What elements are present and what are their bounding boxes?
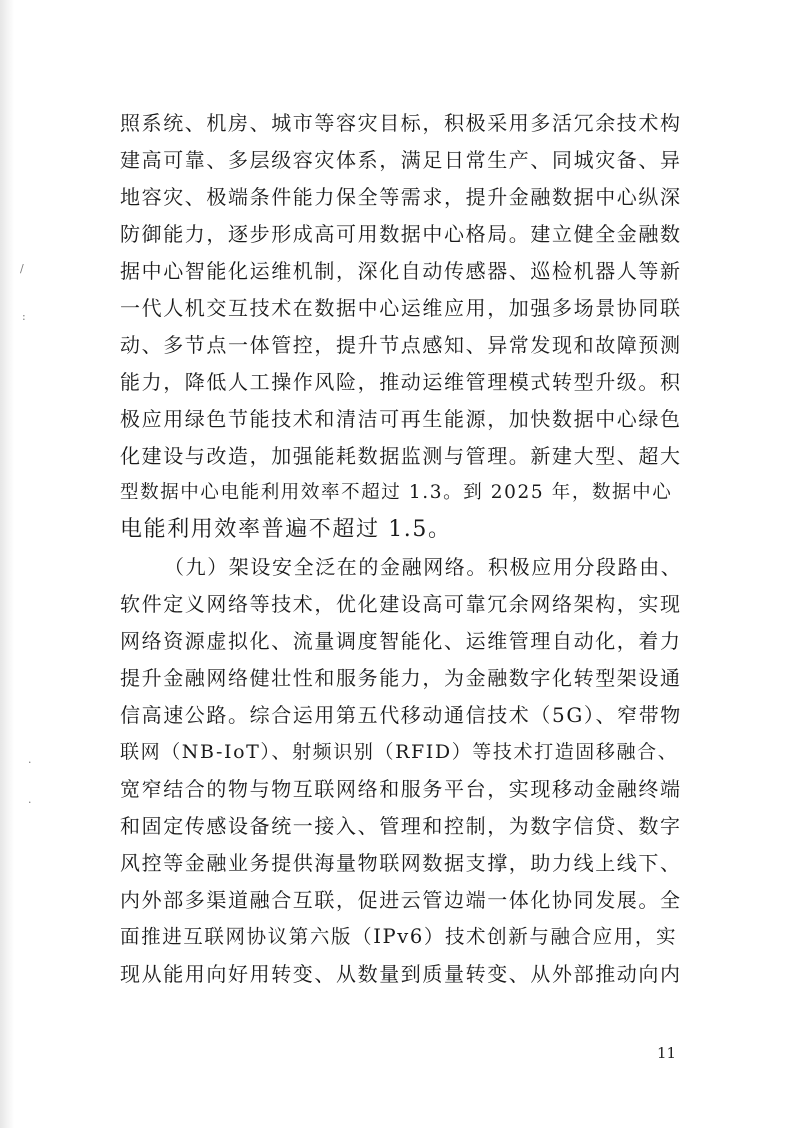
scan-mark: : bbox=[22, 310, 26, 323]
text-line: 网络资源虚拟化、流量调度智能化、运维管理自动化，着力 bbox=[120, 629, 682, 653]
text-line: 提升金融网络健壮性和服务能力，为金融数字化转型架设通 bbox=[120, 666, 682, 690]
text-line: 极应用绿色节能技术和清洁可再生能源，加快数据中心绿色 bbox=[120, 407, 682, 431]
text-line: 化建设与改造，加强能耗数据监测与管理。新建大型、超大 bbox=[120, 444, 682, 468]
text-line: 一代人机交互技术在数据中心运维应用，加强多场景协同联 bbox=[120, 296, 682, 320]
page-edge-shadow bbox=[0, 0, 14, 1128]
text-line: 地容灾、极端条件能力保全等需求，提升金融数据中心纵深 bbox=[120, 185, 682, 209]
text-line: 内外部多渠道融合互联，促进云管边端一体化协同发展。全 bbox=[120, 888, 682, 912]
text-line: 防御能力，逐步形成高可用数据中心格局。建立健全金融数 bbox=[120, 222, 682, 246]
scan-mark: · bbox=[28, 756, 32, 769]
text-line: 建高可靠、多层级容灾体系，满足日常生产、同城灾备、异 bbox=[120, 148, 682, 172]
text-line: 现从能用向好用转变、从数量到质量转变、从外部推动向内 bbox=[120, 962, 682, 986]
scan-mark: / bbox=[20, 262, 24, 275]
text-line: 信高速公路。综合运用第五代移动通信技术（5G）、窄带物 bbox=[120, 703, 682, 727]
scan-mark: · bbox=[28, 796, 32, 809]
text-line: 能力，降低人工操作风险，推动运维管理模式转型升级。积 bbox=[120, 370, 682, 394]
text-line: 电能利用效率普遍不超过 1.5。 bbox=[120, 517, 452, 542]
text-line: 和固定传感设备统一接入、管理和控制，为数字信贷、数字 bbox=[120, 814, 682, 838]
section-heading-line: （九）架设安全泛在的金融网络。积极应用分段路由、 bbox=[164, 555, 683, 579]
text-line: 宽窄结合的物与物互联网络和服务平台，实现移动金融终端 bbox=[120, 777, 682, 801]
text-line: 型数据中心电能利用效率不超过 1.3。到 2025 年，数据中心 bbox=[120, 482, 673, 503]
page-number: 11 bbox=[657, 1044, 677, 1062]
text-line: 据中心智能化运维机制，深化自动传感器、巡检机器人等新 bbox=[120, 259, 682, 283]
text-line: 面推进互联网协议第六版（IPv6）技术创新与融合应用，实 bbox=[120, 925, 678, 948]
text-line: 照系统、机房、城市等容灾目标，积极采用多活冗余技术构 bbox=[120, 111, 682, 135]
text-line: 风控等金融业务提供海量物联网数据支撑，助力线上线下、 bbox=[120, 851, 682, 875]
text-line: 动、多节点一体管控，提升节点感知、异常发现和故障预测 bbox=[120, 333, 682, 357]
text-line: 联网（NB-IoT）、射频识别（RFID）等技术打造固移融合、 bbox=[120, 741, 679, 763]
text-line: 软件定义网络等技术，优化建设高可靠冗余网络架构，实现 bbox=[120, 592, 682, 616]
